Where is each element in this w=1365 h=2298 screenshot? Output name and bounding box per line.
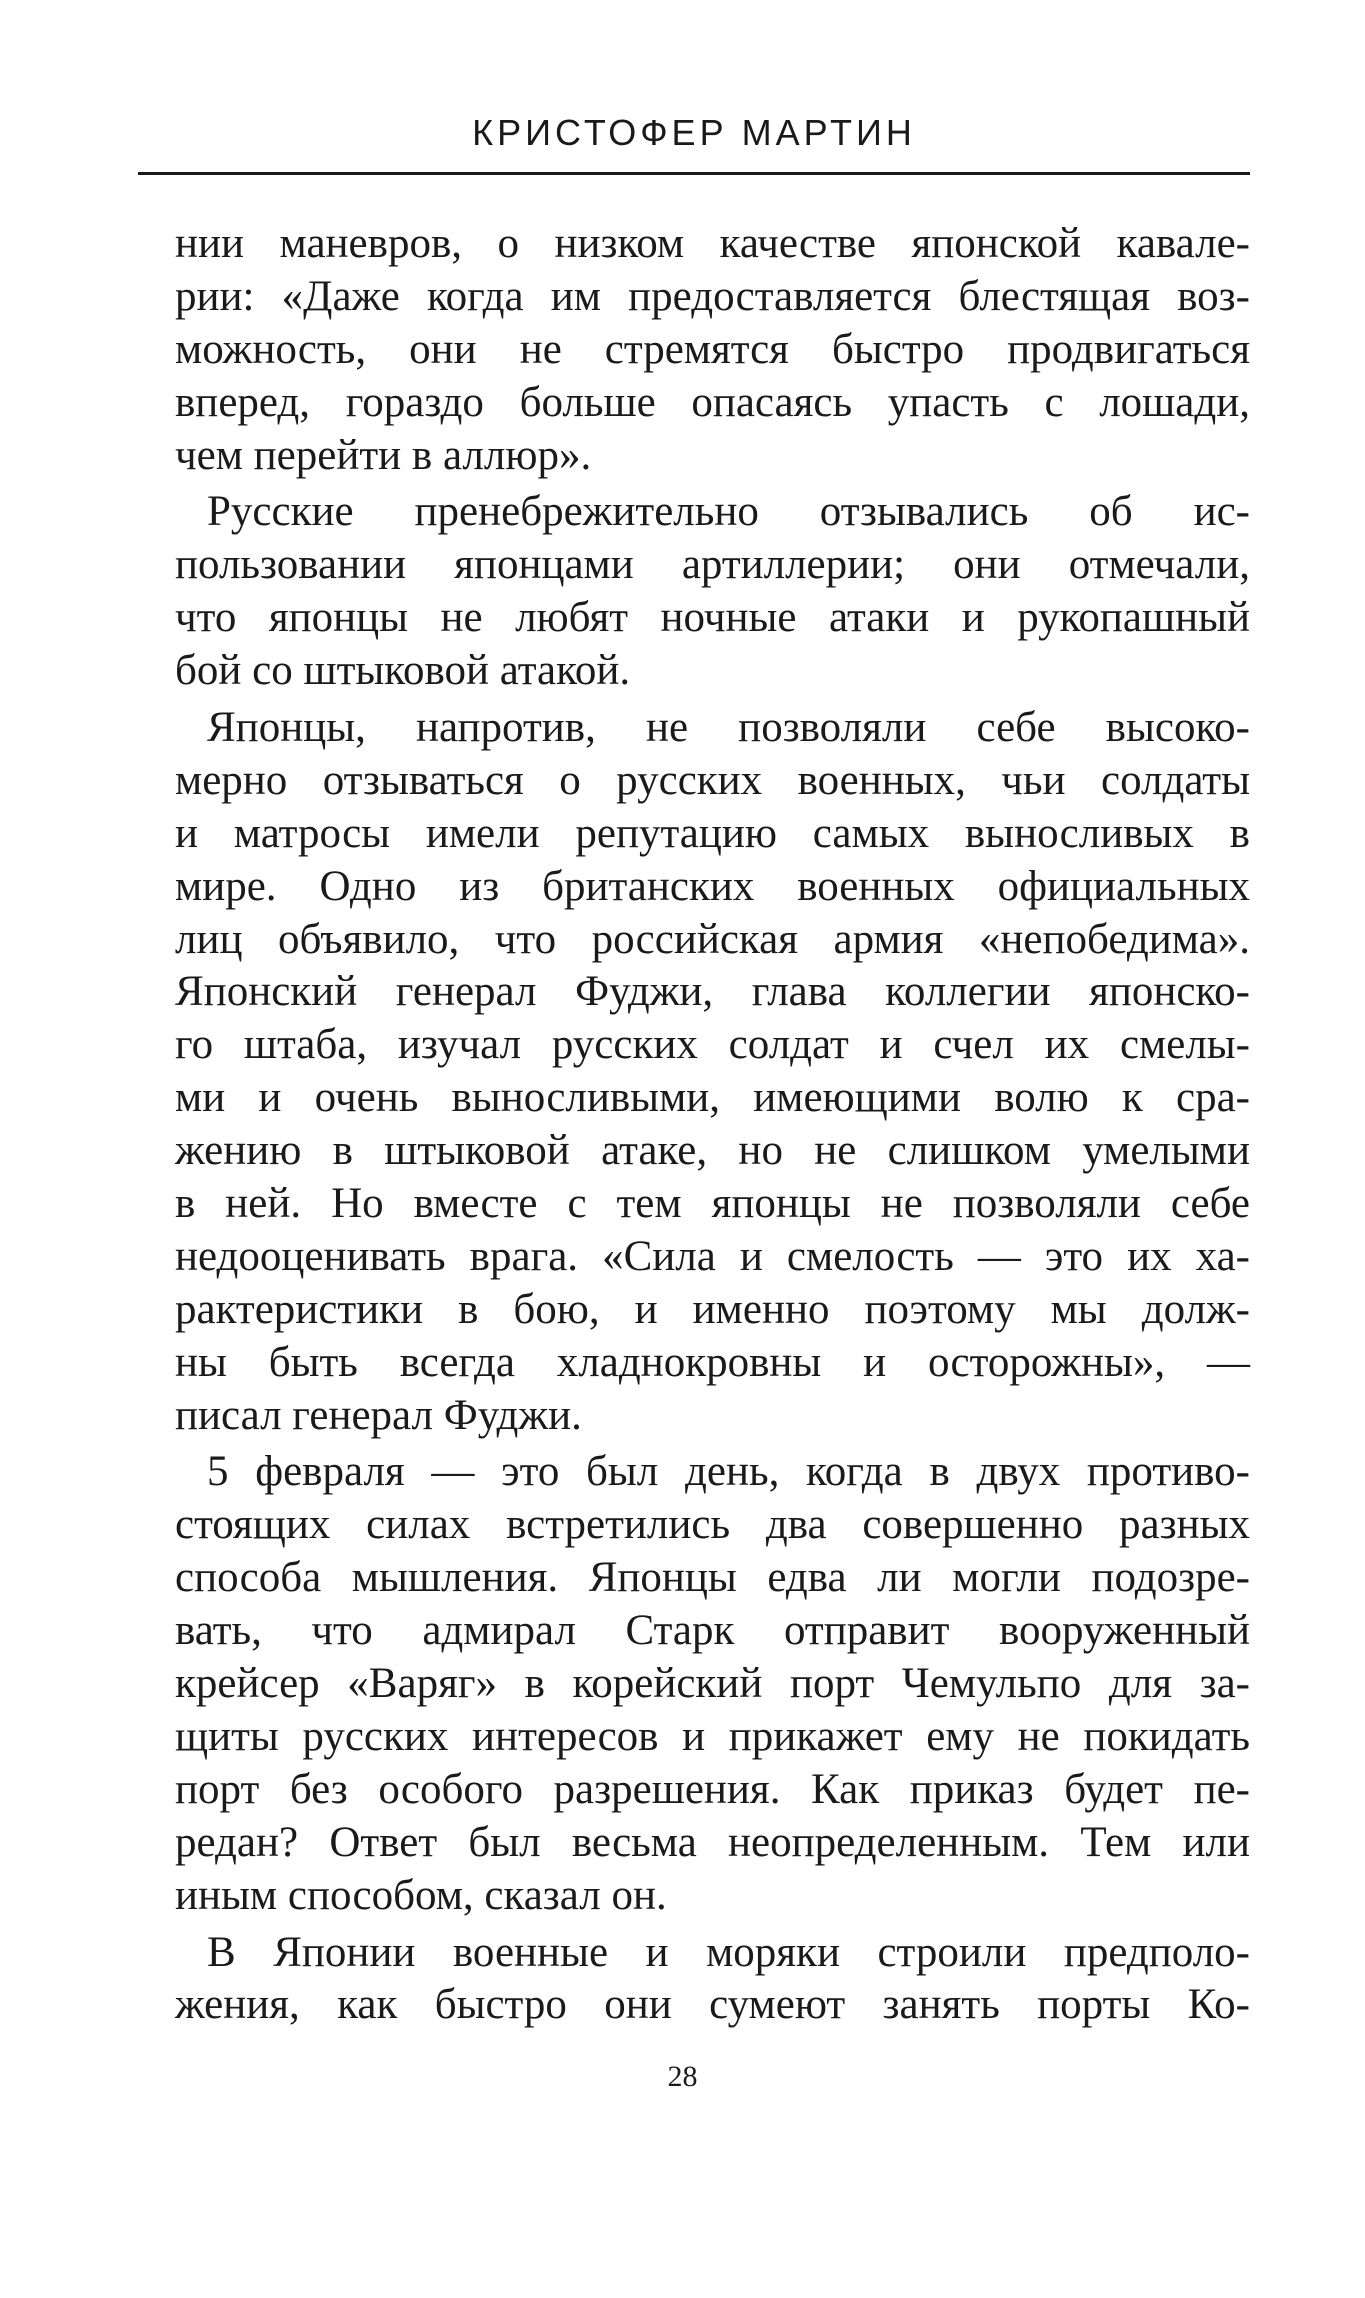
text-line: что японцы не любят ночные атаки и рукопашный bbox=[175, 594, 1250, 642]
text-line: вать, что адмирал Старк отправит вооруженный bbox=[175, 1607, 1250, 1655]
text-line: щиты русских интересов и прикажет ему не покидать bbox=[175, 1712, 1250, 1760]
text-line: 5 февраля — это был день, когда в двух противо- bbox=[207, 1448, 1250, 1496]
text-line: пользовании японцами артиллерии; они отмечали, bbox=[175, 541, 1250, 589]
paragraph bbox=[175, 702, 1250, 1442]
text-line: редан? Ответ был весьма неопределенным. Тем или bbox=[175, 1818, 1250, 1866]
page-number: 28 bbox=[667, 2060, 698, 2093]
text-line: и матросы имели репутацию самых выносливых в bbox=[175, 809, 1250, 857]
text-line: ны быть всегда хладнокровны и осторожны», — bbox=[175, 1338, 1250, 1386]
text-line: ми и очень выносливыми, имеющими волю к сра- bbox=[175, 1074, 1250, 1122]
running-head-author: КРИСТОФЕР МАРТИН bbox=[472, 112, 916, 153]
text-line: стоящих силах встретились два совершенно разных bbox=[175, 1501, 1250, 1549]
text-line: способа мышления. Японцы едва ли могли подозре- bbox=[175, 1554, 1250, 1602]
paragraph bbox=[175, 1446, 1250, 1922]
text-line: Японцы, напротив, не позволяли себе высоко- bbox=[207, 704, 1250, 752]
text-line: нии маневров, о низком качестве японской кавале- bbox=[175, 220, 1250, 267]
text-line: в ней. Но вместе с тем японцы не позволяли себе bbox=[175, 1180, 1250, 1228]
text-line: В Японии военные и моряки строили предполо- bbox=[207, 1928, 1250, 1976]
text-line: порт без особого разрешения. Как приказ будет пе- bbox=[175, 1765, 1250, 1813]
text-line: вперед, гораздо больше опасаясь упасть с лошади, bbox=[175, 378, 1250, 426]
text-line: го штаба, изучал русских солдат и счел их смелы- bbox=[175, 1021, 1250, 1069]
text-line: Русские пренебрежительно отзывались об ис- bbox=[207, 488, 1250, 536]
text-line: крейсер «Варяг» в корейский порт Чемульпо для за- bbox=[175, 1660, 1250, 1708]
text-line: жению в штыковой атаке, но не слишком умелыми bbox=[175, 1127, 1250, 1175]
body-text bbox=[175, 218, 1250, 2032]
text-line: Японский генерал Фуджи, глава коллегии японско- bbox=[175, 968, 1250, 1016]
paragraph bbox=[175, 218, 1250, 482]
text-line: чем перейти в аллюр». bbox=[175, 431, 592, 479]
text-line: писал генерал Фуджи. bbox=[175, 1391, 582, 1439]
text-line: можность, они не стремятся быстро продвигаться bbox=[175, 325, 1250, 373]
header-rule bbox=[138, 172, 1250, 175]
text-line: бой со штыковой атакой. bbox=[175, 647, 631, 695]
text-line: жения, как быстро они сумеют занять порты Ко- bbox=[175, 1981, 1250, 2029]
text-line: лиц объявило, что российская армия «непобедима». bbox=[175, 915, 1250, 963]
text-line: недооценивать врага. «Сила и смелость — это их ха- bbox=[175, 1232, 1250, 1280]
paragraph bbox=[175, 1927, 1250, 2033]
text-line: рактеристики в бою, и именно поэтому мы долж- bbox=[175, 1285, 1250, 1333]
text-line: иным способом, сказал он. bbox=[175, 1871, 667, 1919]
text-line: рии: «Даже когда им предоставляется блестящая воз- bbox=[175, 272, 1250, 320]
text-line: мире. Одно из британских военных официальных bbox=[175, 862, 1250, 910]
text-line: мерно отзываться о русских военных, чьи солдаты bbox=[175, 756, 1250, 804]
paragraph bbox=[175, 486, 1250, 698]
